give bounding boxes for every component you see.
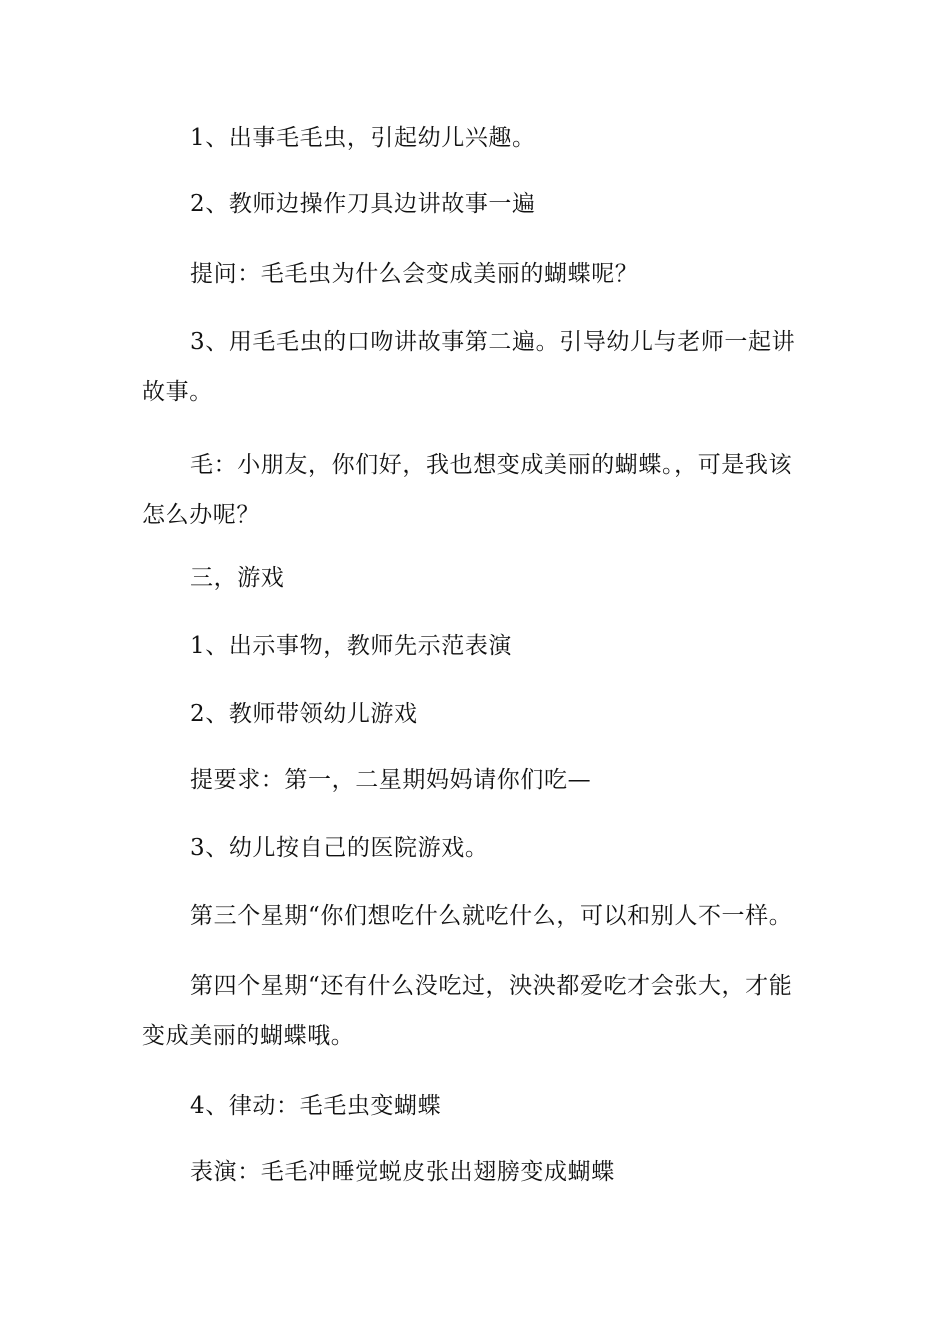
paragraph-5: 毛：小朋友，你们好，我也想变成美丽的蝴蝶。，可是我该怎么办呢？ <box>142 452 793 528</box>
paragraph-11: 第三个星期“你们想吃什么就吃什么，可以和别人不一样。 <box>190 903 793 929</box>
paragraph-12: 第四个星期“还有什么没吃过，泱泱都爱吃才会张大，才能变成美丽的蝴蝶哦。 <box>142 973 793 1049</box>
paragraph-8: 2、教师带领幼儿游戏 <box>190 701 418 727</box>
paragraph-4: 3、用毛毛虫的口吻讲故事第二遍。引导幼儿与老师一起讲故事。 <box>142 329 796 405</box>
paragraph-10: 3、幼儿按自己的医院游戏。 <box>190 835 489 861</box>
paragraph-7: 1、出示事物，教师先示范表演 <box>190 633 513 659</box>
paragraph-1: 1、出事毛毛虫，引起幼儿兴趣。 <box>190 125 536 151</box>
paragraph-14: 表演：毛毛冲睡觉蜕皮张出翅膀变成蝴蝶 <box>190 1159 615 1185</box>
paragraph-2: 2、教师边操作刀具边讲故事一遍 <box>190 191 536 217</box>
section-heading-game: 三，游戏 <box>190 565 285 591</box>
paragraph-9: 提要求：第一，二星期妈妈请你们吃— <box>190 767 592 793</box>
paragraph-3: 提问：毛毛虫为什么会变成美丽的蝴蝶呢？ <box>190 261 639 287</box>
paragraph-13: 4、律动：毛毛虫变蝴蝶 <box>190 1093 442 1119</box>
